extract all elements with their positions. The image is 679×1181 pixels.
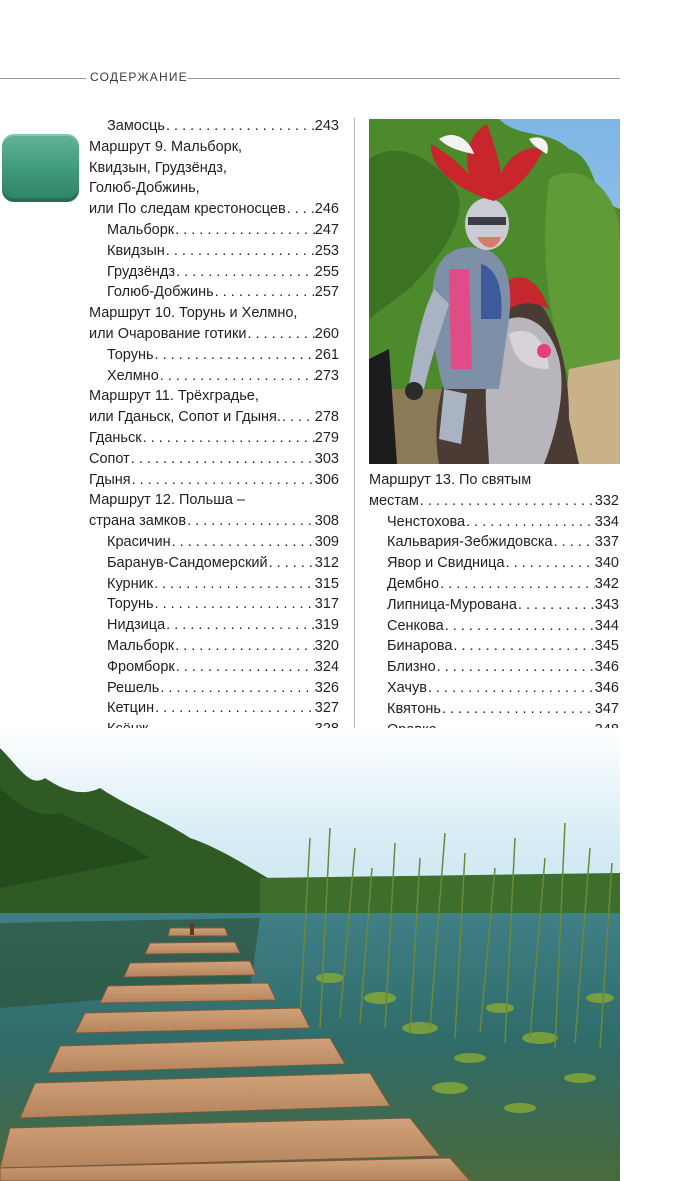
toc-page-number: 278	[314, 409, 339, 426]
toc-page-number: 308	[314, 513, 339, 530]
toc-entry-title: Мальборк	[107, 221, 175, 238]
toc-page-number: 312	[314, 554, 339, 571]
toc-entry-title: Квятонь	[387, 700, 441, 717]
toc-entry	[89, 449, 339, 470]
toc-leader-dots	[246, 324, 314, 345]
toc-leader-dots	[444, 616, 595, 637]
toc-entry	[89, 490, 339, 511]
toc-entry	[89, 116, 339, 137]
lake-photo	[0, 728, 620, 1181]
toc-page-number: 279	[314, 429, 339, 446]
toc-page-number: 346	[594, 679, 619, 696]
toc-entry	[89, 282, 339, 303]
toc-leader-dots	[214, 282, 315, 303]
section-header	[0, 70, 620, 88]
lake-pier-illustration	[0, 728, 620, 1181]
toc-entry	[369, 616, 619, 637]
section-title: СОДЕРЖАНИЕ	[90, 70, 188, 84]
toc-leader-dots	[439, 574, 595, 595]
toc-leader-dots	[436, 657, 595, 678]
toc-leader-dots	[159, 366, 315, 387]
toc-entry-title: Липница-Мурована	[387, 596, 517, 613]
toc-page-number: 327	[314, 700, 339, 717]
toc-page-number: 317	[314, 596, 339, 613]
toc-entry-title: Маршрут 10. Торунь и Хелмно,	[89, 305, 298, 322]
toc-page-number: 346	[594, 659, 619, 676]
toc-page-number: 255	[314, 263, 339, 280]
toc-page-number: 347	[594, 700, 619, 717]
toc-entry	[89, 137, 339, 158]
toc-entry-title: Замосць	[107, 118, 165, 134]
toc-entry-title: Сенкова	[387, 617, 444, 634]
toc-entry	[89, 407, 339, 428]
toc-entry	[369, 678, 619, 699]
toc-entry	[89, 532, 339, 553]
toc-entry	[369, 657, 619, 678]
toc-leader-dots	[165, 615, 315, 636]
toc-entry-title: местам	[369, 492, 419, 509]
toc-page-number: 340	[594, 555, 619, 572]
toc-leader-dots	[268, 553, 315, 574]
toc-leader-dots	[165, 241, 315, 262]
toc-page-number: 326	[314, 679, 339, 696]
toc-entry	[89, 199, 339, 220]
toc-leader-dots	[174, 220, 315, 241]
toc-page-number: 315	[314, 575, 339, 592]
toc-page-number: 309	[314, 533, 339, 550]
toc-page-number: 332	[594, 492, 619, 509]
toc-entry-title: Ченстохова	[387, 513, 466, 530]
toc-leader-dots	[505, 553, 595, 574]
toc-entry	[89, 178, 339, 199]
knight-illustration	[369, 119, 620, 464]
toc-page-number: 253	[314, 242, 339, 259]
toc-page-number: 334	[594, 513, 619, 530]
column-divider	[354, 118, 355, 758]
toc-entry-title: Баранув-Сандомерский	[107, 554, 268, 571]
toc-entry	[89, 241, 339, 262]
toc-entry	[369, 636, 619, 657]
toc-leader-dots	[154, 594, 315, 615]
toc-entry-title: Гданьск	[89, 429, 142, 446]
toc-page-number: 246	[314, 201, 339, 218]
toc-page-number: 261	[314, 346, 339, 363]
toc-leader-dots	[159, 678, 314, 699]
toc-entry	[89, 594, 339, 615]
toc-right-column	[369, 470, 619, 761]
toc-entry	[89, 636, 339, 657]
toc-leader-dots	[165, 116, 315, 137]
toc-entry	[89, 698, 339, 719]
toc-page-number: 344	[594, 617, 619, 634]
toc-leader-dots	[131, 470, 315, 491]
toc-entry-title: Кальвария-Зебжидовска	[387, 534, 553, 551]
toc-page-number: 257	[314, 284, 339, 301]
toc-leader-dots	[130, 449, 315, 470]
toc-entry	[89, 553, 339, 574]
toc-entry-title: Маршрут 11. Трёхградье,	[89, 388, 259, 405]
toc-entry	[89, 678, 339, 699]
toc-entry-title: Хелмно	[107, 367, 159, 384]
toc-entry	[369, 595, 619, 616]
toc-entry-title: Красичин	[107, 533, 171, 550]
toc-entry	[89, 511, 339, 532]
toc-leader-dots	[142, 428, 315, 449]
toc-left-column	[89, 116, 339, 761]
toc-entry-title: или Очарование готики	[89, 325, 247, 342]
toc-entry	[369, 470, 619, 491]
toc-entry-title: Торунь	[107, 596, 154, 613]
toc-entry	[369, 491, 619, 512]
toc-page-number: 337	[594, 534, 619, 551]
toc-entry	[89, 303, 339, 324]
toc-entry	[369, 699, 619, 720]
chapter-tab-marker	[2, 134, 79, 202]
toc-leader-dots	[286, 199, 315, 220]
toc-entry	[89, 470, 339, 491]
toc-leader-dots	[154, 698, 315, 719]
toc-leader-dots	[553, 532, 595, 553]
toc-leader-dots	[419, 491, 595, 512]
toc-leader-dots	[465, 512, 595, 533]
toc-entry	[89, 262, 339, 283]
toc-leader-dots	[452, 636, 594, 657]
toc-entry-title: Квидзын	[107, 242, 165, 259]
toc-leader-dots	[171, 532, 315, 553]
toc-entry-title: Голюб-Добжинь	[107, 284, 214, 301]
toc-entry-title: Сопот	[89, 450, 130, 467]
toc-entry	[89, 428, 339, 449]
toc-entry-title: или По следам крестоносцев	[89, 201, 286, 218]
toc-entry	[369, 574, 619, 595]
toc-page-number: 243	[314, 118, 339, 134]
toc-entry-title: Грудзёндз	[107, 263, 175, 280]
toc-entry-title: страна замков	[89, 513, 187, 530]
toc-leader-dots	[281, 407, 315, 428]
toc-page-number: 320	[314, 637, 339, 654]
toc-page-number: 273	[314, 367, 339, 384]
knight-photo	[369, 119, 620, 464]
toc-entry	[89, 574, 339, 595]
toc-page-number: 260	[314, 325, 339, 342]
toc-entry	[89, 345, 339, 366]
toc-entry-title: Кетцин	[107, 700, 155, 717]
toc-page-number: 319	[314, 617, 339, 634]
toc-entry	[369, 512, 619, 533]
toc-entry-title: или Гданьск, Сопот и Гдыня.	[89, 409, 281, 426]
toc-entry-title: Хачув	[387, 679, 427, 696]
toc-entry-title: Гдыня	[89, 471, 131, 488]
toc-leader-dots	[174, 636, 315, 657]
toc-leader-dots	[175, 262, 315, 283]
toc-entry	[369, 532, 619, 553]
toc-leader-dots	[154, 345, 315, 366]
toc-leader-dots	[427, 678, 595, 699]
toc-page-number: 324	[314, 658, 339, 675]
header-rule-left	[0, 78, 86, 79]
toc-entry-title: Голюб-Добжинь,	[89, 180, 200, 197]
toc-entry	[89, 158, 339, 179]
toc-entry	[89, 386, 339, 407]
toc-page-number: 247	[314, 221, 339, 238]
toc-entry-title: Явор и Свидница	[387, 555, 505, 572]
toc-leader-dots	[517, 595, 595, 616]
toc-entry-title: Дембно	[387, 575, 440, 592]
toc-entry-title: Маршрут 12. Польша –	[89, 492, 245, 509]
toc-leader-dots	[186, 511, 315, 532]
toc-entry	[89, 615, 339, 636]
header-rule-right	[188, 78, 620, 79]
toc-leader-dots	[153, 574, 315, 595]
toc-entry	[369, 553, 619, 574]
toc-entry-title: Бинарова	[387, 638, 453, 655]
toc-entry-title: Мальборк	[107, 637, 175, 654]
toc-page-number: 345	[594, 638, 619, 655]
toc-entry	[89, 657, 339, 678]
toc-entry-title: Квидзын, Грудзёндз,	[89, 159, 227, 176]
toc-entry-title: Маршрут 13. По святым	[369, 472, 532, 488]
toc-page-number: 303	[314, 450, 339, 467]
toc-leader-dots	[441, 699, 595, 720]
toc-entry-title: Фромборк	[107, 658, 175, 675]
toc-entry-title: Близно	[387, 659, 436, 676]
toc-entry	[89, 366, 339, 387]
toc-page-number: 343	[594, 596, 619, 613]
toc-page-number: 342	[594, 575, 619, 592]
toc-entry-title: Маршрут 9. Мальборк,	[89, 138, 243, 155]
toc-entry-title: Нидзица	[107, 617, 166, 634]
toc-entry	[89, 324, 339, 345]
toc-entry	[89, 220, 339, 241]
toc-entry-title: Курник	[107, 575, 154, 592]
toc-leader-dots	[175, 657, 315, 678]
toc-page-number: 306	[314, 471, 339, 488]
toc-entry-title: Решель	[107, 679, 160, 696]
toc-entry-title: Торунь	[107, 346, 154, 363]
